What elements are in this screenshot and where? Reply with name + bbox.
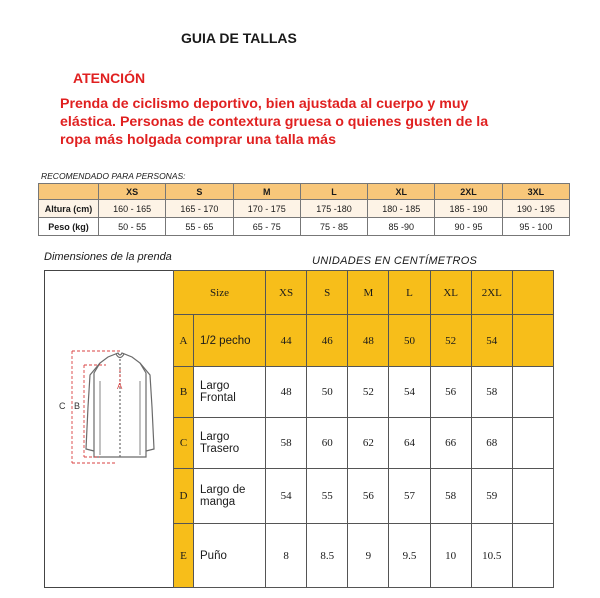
row-label: Largo de manga — [194, 469, 266, 524]
table-cell: 58 — [430, 469, 471, 524]
row-letter: B — [174, 367, 194, 418]
header-cell: XL — [430, 271, 471, 315]
page-title: GUIA DE TALLAS — [181, 30, 297, 46]
table-cell: 56 — [348, 469, 389, 524]
header-cell: M — [348, 271, 389, 315]
table-cell: 58 — [266, 418, 307, 469]
table-cell: 56 — [430, 367, 471, 418]
header-cell: L — [389, 271, 430, 315]
row-label: 1/2 pecho — [194, 315, 266, 367]
table-cell: 190 - 195 — [502, 200, 569, 218]
dimensions-label: Dimensiones de la prenda — [44, 251, 172, 263]
table-cell: 64 — [389, 418, 430, 469]
table-cell: 50 - 55 — [99, 218, 166, 236]
garment-dimensions-table — [173, 270, 554, 588]
diagram-label-a: A — [117, 382, 123, 391]
table-cell: 54 — [471, 315, 512, 367]
table-cell: 170 - 175 — [233, 200, 300, 218]
table-cell: 10.5 — [471, 524, 512, 588]
diagram-label-c: C — [59, 401, 66, 411]
table-cell: 62 — [348, 418, 389, 469]
header-cell: L — [300, 184, 367, 200]
header-cell: XL — [368, 184, 435, 200]
table-cell: 48 — [348, 315, 389, 367]
table-cell: 9 — [348, 524, 389, 588]
table-row — [174, 469, 554, 524]
table-row — [174, 367, 554, 418]
row-letter: A — [174, 315, 194, 367]
header-cell: M — [233, 184, 300, 200]
dim-header-row — [174, 271, 554, 315]
row-label: Peso (kg) — [39, 218, 99, 236]
table-cell — [512, 418, 553, 469]
table-cell: 66 — [430, 418, 471, 469]
table-cell: 46 — [307, 315, 348, 367]
table-cell: 75 - 85 — [300, 218, 367, 236]
table-cell: 95 - 100 — [502, 218, 569, 236]
row-letter: D — [174, 469, 194, 524]
table-cell: 90 - 95 — [435, 218, 502, 236]
row-label: Largo Frontal — [194, 367, 266, 418]
header-cell — [512, 271, 553, 315]
header-cell: XS — [266, 271, 307, 315]
warning-heading: ATENCIÓN — [73, 70, 146, 86]
table-cell: 54 — [266, 469, 307, 524]
table-cell: 9.5 — [389, 524, 430, 588]
table-cell: 50 — [389, 315, 430, 367]
table-row — [39, 218, 570, 236]
header-cell: Size — [174, 271, 266, 315]
table-cell: 60 — [307, 418, 348, 469]
table-cell: 8.5 — [307, 524, 348, 588]
table-cell: 59 — [471, 469, 512, 524]
table-cell — [512, 315, 553, 367]
diagram-label-b: B — [74, 401, 81, 411]
row-letter: C — [174, 418, 194, 469]
row-label: Puño — [194, 524, 266, 588]
table-cell — [512, 367, 553, 418]
table-cell: 160 - 165 — [99, 200, 166, 218]
table-cell: 55 — [307, 469, 348, 524]
table-cell: 180 - 185 — [368, 200, 435, 218]
table-cell: 175 -180 — [300, 200, 367, 218]
table-cell: 185 - 190 — [435, 200, 502, 218]
table-cell: 8 — [266, 524, 307, 588]
table-row — [174, 524, 554, 588]
header-cell: 3XL — [502, 184, 569, 200]
table-cell: 57 — [389, 469, 430, 524]
table-cell — [512, 469, 553, 524]
table-row — [174, 418, 554, 469]
header-cell: S — [307, 271, 348, 315]
table-row — [174, 315, 554, 367]
row-letter: E — [174, 524, 194, 588]
table-cell: 48 — [266, 367, 307, 418]
header-cell: S — [166, 184, 233, 200]
header-cell — [39, 184, 99, 200]
jersey-diagram — [60, 345, 170, 470]
row-label: Altura (cm) — [39, 200, 99, 218]
table-row — [39, 200, 570, 218]
table-cell: 85 -90 — [368, 218, 435, 236]
size-recommendation-table — [38, 183, 570, 236]
header-cell: 2XL — [471, 271, 512, 315]
table-cell: 55 - 65 — [166, 218, 233, 236]
jersey-outline-icon — [86, 353, 154, 457]
table-cell: 65 - 75 — [233, 218, 300, 236]
header-cell: XS — [99, 184, 166, 200]
table-cell: 54 — [389, 367, 430, 418]
table-cell: 10 — [430, 524, 471, 588]
table-cell: 58 — [471, 367, 512, 418]
row-label: Largo Trasero — [194, 418, 266, 469]
units-label: UNIDADES EN CENTÍMETROS — [312, 255, 478, 267]
warning-text: Prenda de ciclismo deportivo, bien ajustada al cuerpo y muy elástica. Personas de contextura gruesa o quienes gusten de la ropa más holgada comprar una talla más — [60, 96, 489, 148]
table-cell: 52 — [348, 367, 389, 418]
table-cell: 165 - 170 — [166, 200, 233, 218]
header-cell: 2XL — [435, 184, 502, 200]
table-cell: 68 — [471, 418, 512, 469]
table-cell: 50 — [307, 367, 348, 418]
recommended-label: RECOMENDADO PARA PERSONAS: — [41, 171, 186, 181]
table-cell — [512, 524, 553, 588]
table-cell: 52 — [430, 315, 471, 367]
size-header-row — [39, 184, 570, 200]
table-cell: 44 — [266, 315, 307, 367]
